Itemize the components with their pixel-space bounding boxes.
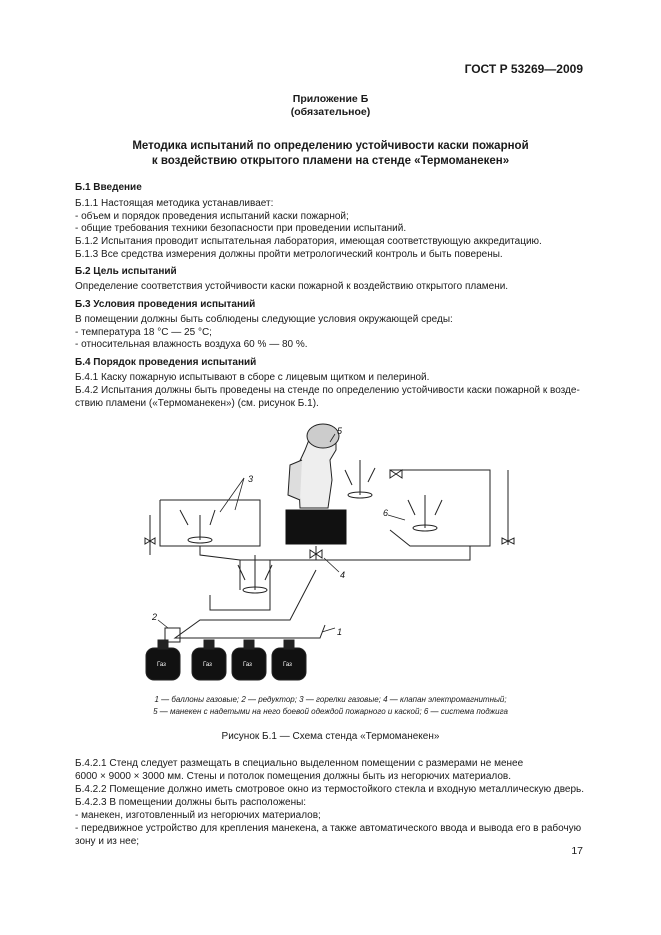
paragraph-b4-2-2: Б.4.2.2 Помещение должно иметь смотровое окно из термостойкого стекла и входную металлическую дверь. <box>75 784 585 795</box>
gas-burner <box>345 460 375 498</box>
callout-1: 1 <box>337 627 343 637</box>
gas-cylinder <box>232 640 266 680</box>
paragraph-b1-3: Б.1.3 Все средства измерения должны пройти метрологический контроль и быть поверены. <box>75 249 503 260</box>
section-b4-heading: Б.4 Порядок проведения испытаний <box>75 357 257 368</box>
figure-caption: Рисунок Б.1 — Схема стенда «Термоманекен» <box>221 731 440 742</box>
gas-burner <box>408 495 442 531</box>
mannequin <box>286 424 346 544</box>
gas-cylinder <box>272 640 306 680</box>
paragraph-b4-2-1-line-2: 6000 × 9000 × 3000 мм. Стены и потолок помещения должны быть из негорючих материалов. <box>75 771 512 782</box>
paragraph-b2: Определение соответствия устойчивости каски пожарной к воздействию открытого пламени. <box>75 281 509 292</box>
cylinder-label: Газ <box>243 662 252 668</box>
cylinder-label: Газ <box>203 662 212 668</box>
paragraph-b4-2-3: Б.4.2.3 В помещении должны быть расположены: <box>75 797 307 808</box>
gas-burner <box>238 555 272 593</box>
list-item: - манекен, изготовленный из негорючих материалов; <box>75 810 321 821</box>
document-title <box>0 139 661 169</box>
list-item-continuation: зону и из нее; <box>75 836 140 847</box>
callout-2: 2 <box>152 612 158 622</box>
figure-legend-line-1: 1 — баллоны газовые; 2 — редуктор; 3 — горелки газовые; 4 — клапан электромагнитный; <box>154 695 507 704</box>
section-b1-heading: Б.1 Введение <box>75 182 142 193</box>
annex-status: (обязательное) <box>290 106 371 118</box>
figure-legend-line-2: 5 — манекен с надетыми на него боевой одеждой пожарного и каской; 6 — система поджига <box>153 707 508 716</box>
document-title-line-1: Методика испытаний по определению устойчивости каски пожарной <box>132 140 529 152</box>
callout-4: 4 <box>340 570 346 580</box>
gas-burner <box>180 510 215 543</box>
paragraph-b1-1: Б.1.1 Настоящая методика устанавливает: <box>75 198 274 209</box>
callout-5: 5 <box>337 426 343 436</box>
standard-code: ГОСТ Р 53269—2009 <box>464 62 583 76</box>
list-item: - температура 18 °С — 25 °С; <box>75 327 212 338</box>
solenoid-valve <box>390 470 402 478</box>
callout-6: 6 <box>383 508 389 518</box>
list-item: - передвижное устройство для крепления манекена, а также автоматического ввода и вывода его в рабочую <box>75 823 582 834</box>
list-item: - объем и порядок проведения испытаний каски пожарной; <box>75 211 349 222</box>
gas-cylinder <box>192 640 226 680</box>
annex-title: Приложение Б <box>292 93 369 105</box>
page-number: 17 <box>571 845 583 857</box>
paragraph-b4-2-line-1: Б.4.2 Испытания должны быть проведены на стенде по определению устойчивости каски пожарной к возде- <box>75 385 580 396</box>
section-b3-heading: Б.3 Условия проведения испытаний <box>75 299 256 310</box>
paragraph-b1-2: Б.1.2 Испытания проводит испытательная лаборатория, имеющая соответствующую аккредитацию. <box>75 236 542 247</box>
test-stand-diagram <box>140 420 520 690</box>
list-item: - общие требования техники безопасности при проведении испытаний. <box>75 223 407 234</box>
section-b2-heading: Б.2 Цель испытаний <box>75 266 177 277</box>
paragraph-b3: В помещении должны быть соблюдены следующие условия окружающей среды: <box>75 314 453 325</box>
document-title-line-2: к воздействию открытого пламени на стенде «Термоманекен» <box>151 155 510 167</box>
cylinder-label: Газ <box>157 662 166 668</box>
list-item: - относительная влажность воздуха 60 % — 80 %. <box>75 339 308 350</box>
gas-cylinder <box>146 640 180 680</box>
paragraph-b4-2-1-line-1: Б.4.2.1 Стенд следует размещать в специально выделенном помещении с размерами не менее <box>75 758 524 769</box>
paragraph-b4-2-line-2: ствию пламени («Термоманекен») (см. рисунок Б.1). <box>75 398 319 409</box>
callout-3: 3 <box>248 474 254 484</box>
paragraph-b4-1: Б.4.1 Каску пожарную испытывают в сборе с лицевым щитком и пелериной. <box>75 372 430 383</box>
cylinder-label: Газ <box>283 662 292 668</box>
